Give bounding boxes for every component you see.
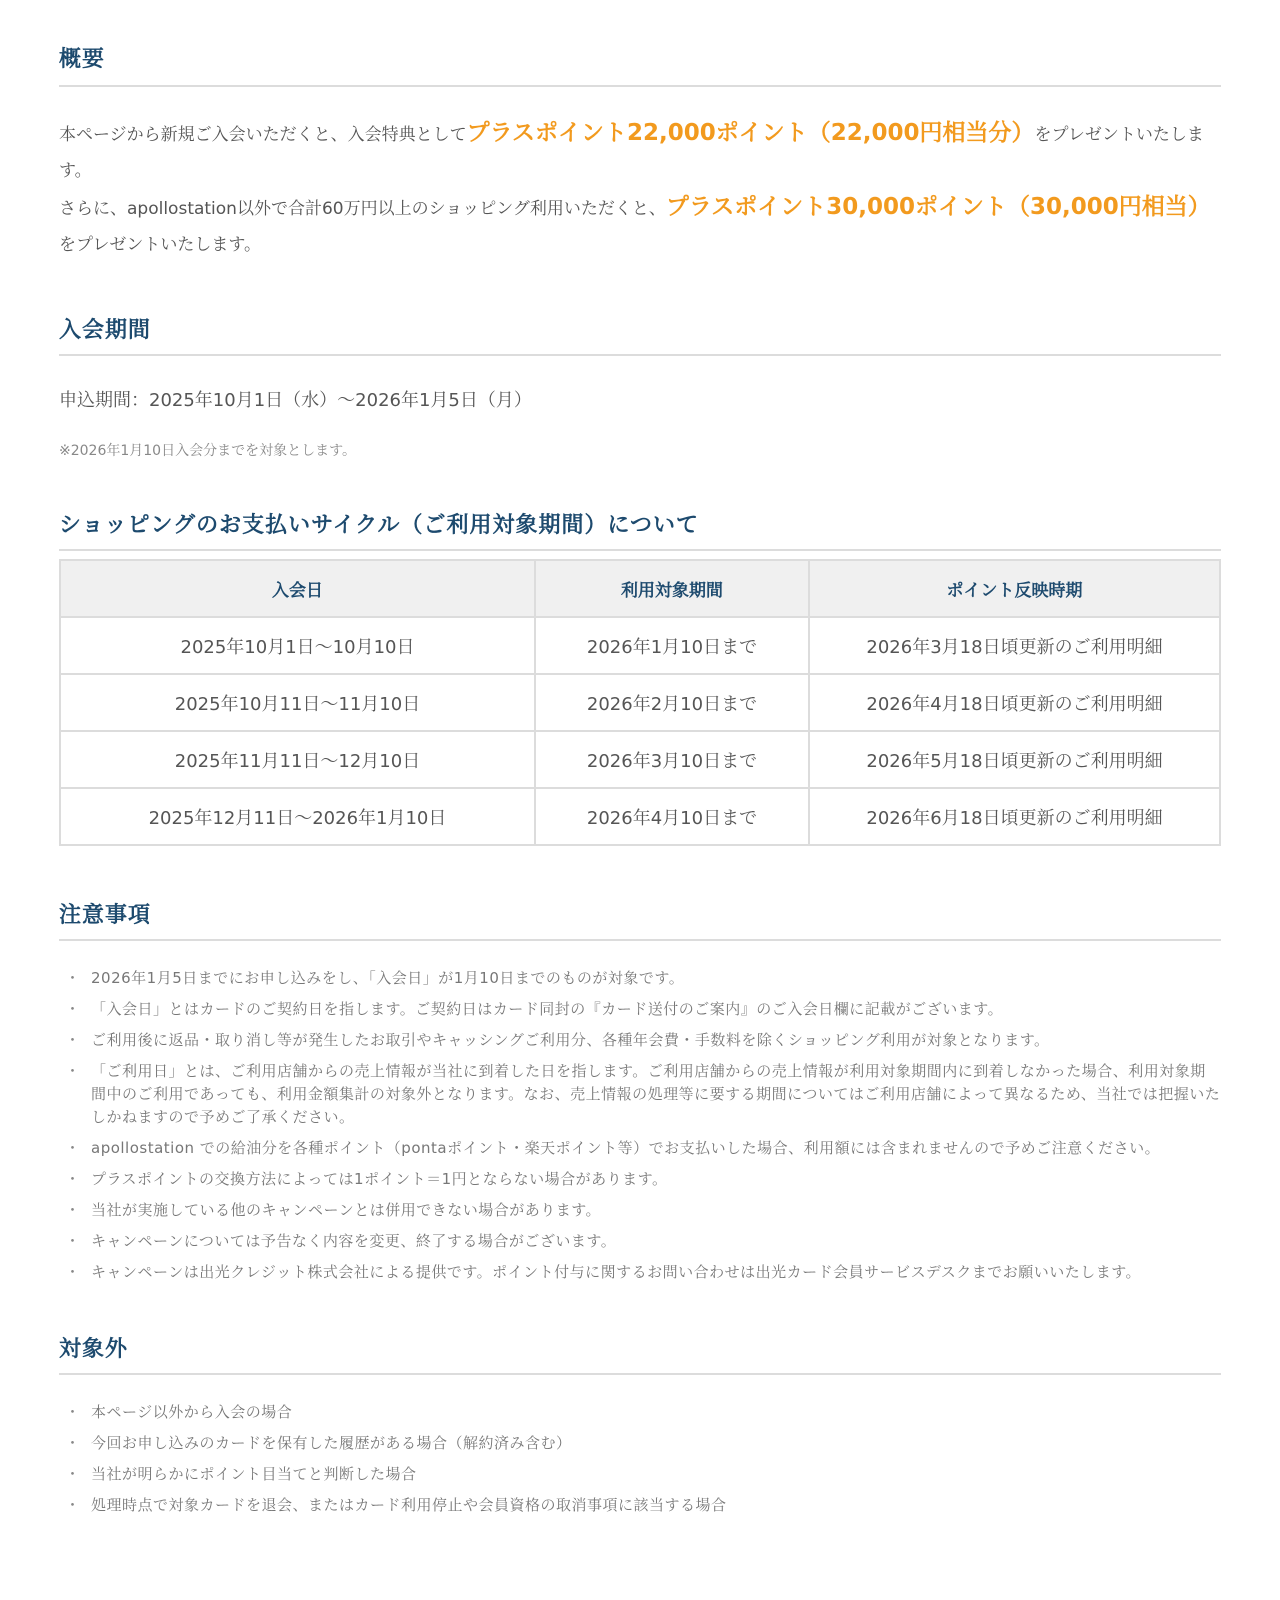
overview-body <box>59 115 1221 263</box>
overview-text: をプレゼントいたします。 <box>59 235 261 255</box>
list-item: ・ ご利用後に返品・取り消し等が発生したお取引やキャッシングご利用分、各種年会費・手数料を除くショッピング利用が対象となります。 <box>59 1029 1221 1052</box>
cell-enrollment-date: 2025年10月11日～11月10日 <box>60 674 535 731</box>
cell-enrollment-date: 2025年12月11日～2026年1月10日 <box>60 788 535 845</box>
period-note: ※2026年1月10日入会分までを対象とします。 <box>59 443 356 459</box>
bullet-icon: ・ <box>65 1465 81 1483</box>
cell-point-timing: 2026年5月18日頃更新のご利用明細 <box>809 731 1220 788</box>
list-item: ・ プラスポイントの交換方法によっては1ポイント＝1円とならない場合があります。 <box>59 1168 1221 1191</box>
exclusions-section <box>59 1332 1221 1517</box>
table-row <box>60 731 1220 788</box>
bullet-icon: ・ <box>65 1139 81 1157</box>
column-header-point-timing: ポイント反映時期 <box>809 560 1220 617</box>
table-header-row <box>60 560 1220 617</box>
list-item: ・ 処理時点で対象カードを退会、またはカード利用停止や会員資格の取消事項に該当する場合 <box>59 1494 1221 1517</box>
notes-title: 注意事項 <box>59 898 1221 941</box>
notes-section <box>59 898 1221 1284</box>
list-item: ・ apollostation での給油分を各種ポイント（pontaポイント・楽天ポイント等）でお支払いした場合、利用額には含まれませんので予めご注意ください。 <box>59 1137 1221 1160</box>
cell-point-timing: 2026年6月18日頃更新のご利用明細 <box>809 788 1220 845</box>
exclusions-title: 対象外 <box>59 1332 1221 1375</box>
list-item: ・ キャンペーンについては予告なく内容を変更、終了する場合がございます。 <box>59 1230 1221 1253</box>
column-header-usage-period: 利用対象期間 <box>535 560 809 617</box>
cell-point-timing: 2026年4月18日頃更新のご利用明細 <box>809 674 1220 731</box>
list-item: ・ キャンペーンは出光クレジット株式会社による提供です。ポイント付与に関するお問い合わせは出光カード会員サービスデスクまでお願いいたします。 <box>59 1261 1221 1284</box>
enrollment-period-section <box>59 313 1221 460</box>
overview-text: さらに、apollostation以外で合計60万円以上のショッピング利用いただくと、 <box>59 199 666 219</box>
cell-usage-period: 2026年2月10日まで <box>535 674 809 731</box>
column-header-enrollment-date: 入会日 <box>60 560 535 617</box>
bonus-highlight-22000: プラスポイント22,000ポイント（22,000円相当分） <box>466 120 1035 146</box>
cell-enrollment-date: 2025年10月1日～10月10日 <box>60 617 535 674</box>
list-item: ・ 2026年1月5日までにお申し込みをし、「入会日」が1月10日までのものが対象です。 <box>59 967 1221 990</box>
payment-cycle-title: ショッピングのお支払いサイクル（ご利用対象期間）について <box>59 508 1221 551</box>
table-row <box>60 674 1220 731</box>
bullet-icon: ・ <box>65 1263 81 1281</box>
payment-cycle-table <box>59 559 1221 846</box>
list-item: ・ 当社が実施している他のキャンペーンとは併用できない場合があります。 <box>59 1199 1221 1222</box>
bullet-icon: ・ <box>65 1496 81 1514</box>
cell-usage-period: 2026年4月10日まで <box>535 788 809 845</box>
bullet-icon: ・ <box>65 969 81 987</box>
bullet-icon: ・ <box>65 1062 81 1080</box>
bullet-icon: ・ <box>65 1170 81 1188</box>
overview-text: をプレゼントいたします。 <box>59 125 1204 181</box>
list-item: ・ 本ページ以外から入会の場合 <box>59 1401 1221 1424</box>
cell-enrollment-date: 2025年11月11日～12月10日 <box>60 731 535 788</box>
bonus-highlight-30000: プラスポイント30,000ポイント（30,000円相当） <box>665 194 1211 220</box>
notes-list <box>59 967 1221 1284</box>
overview-text: 本ページから新規ご入会いただくと、入会特典として <box>59 125 467 145</box>
bullet-icon: ・ <box>65 1000 81 1018</box>
bullet-icon: ・ <box>65 1201 81 1219</box>
cell-usage-period: 2026年1月10日まで <box>535 617 809 674</box>
enrollment-period-title: 入会期間 <box>59 313 1221 356</box>
list-item: ・ 今回お申し込みのカードを保有した履歴がある場合（解約済み含む） <box>59 1432 1221 1455</box>
cell-usage-period: 2026年3月10日まで <box>535 731 809 788</box>
list-item: ・ 「入会日」とはカードのご契約日を指します。ご契約日はカード同封の『カード送付のご案内』のご入会日欄に記載がございます。 <box>59 998 1221 1021</box>
overview-title: 概要 <box>59 42 1221 87</box>
application-period: 申込期間：2025年10月1日（水）～2026年1月5日（月） <box>59 390 532 411</box>
table-row <box>60 788 1220 845</box>
list-item: ・ 当社が明らかにポイント目当てと判断した場合 <box>59 1463 1221 1486</box>
bullet-icon: ・ <box>65 1403 81 1421</box>
bullet-icon: ・ <box>65 1434 81 1452</box>
table-row <box>60 617 1220 674</box>
exclusions-list <box>59 1401 1221 1517</box>
list-item: ・ 「ご利用日」とは、ご利用店舗からの売上情報が当社に到着した日を指します。ご利用店舗からの売上情報が利用対象期間内に到着しなかった場合、利用対象期間中のご利用であっても、利用金額集計の対象外となります。なお、売上情報の処理等に要する期間についてはご利用店舗によって異なるため、当社では把握いたしかねますので予めご了承ください。 <box>65 1062 1221 1126</box>
bullet-icon: ・ <box>65 1031 81 1049</box>
bullet-icon: ・ <box>65 1232 81 1250</box>
overview-section <box>59 0 1221 263</box>
cell-point-timing: 2026年3月18日頃更新のご利用明細 <box>809 617 1220 674</box>
payment-cycle-section <box>59 508 1221 846</box>
